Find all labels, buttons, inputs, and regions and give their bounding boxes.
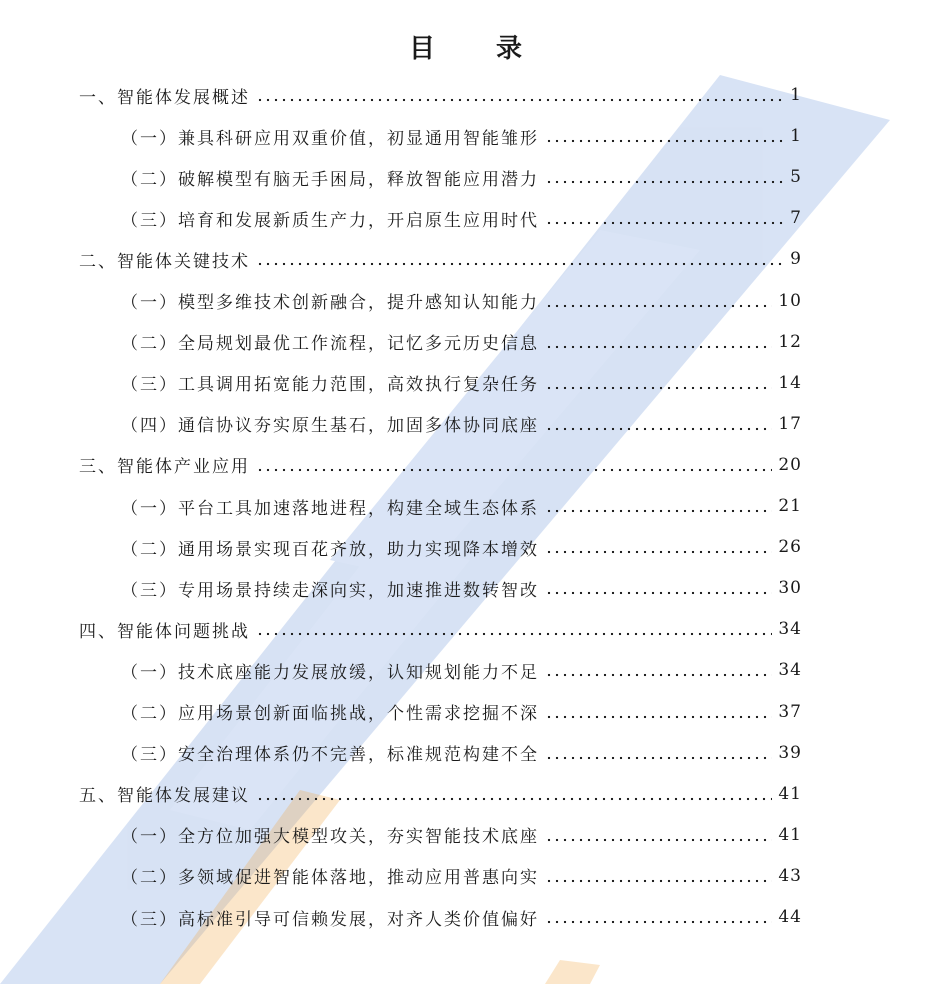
toc-entry-title: 四、智能体问题挑战 [79,621,250,642]
toc-page-number: 43 [778,865,802,886]
toc-entry-title: 五、智能体发展建议 [79,786,250,807]
toc-page-number: 17 [778,413,802,434]
dot-leader [545,509,772,513]
toc-page-number: 34 [778,660,802,681]
dot-leader [545,139,784,143]
toc-entry-title: （三）专用场景持续走深向实，加速推进数转智改 [121,580,539,601]
toc-page-number: 1 [790,85,802,105]
toc-entry-title: （一）兼具科研应用双重价值，初显通用智能雏形 [121,128,539,149]
toc-page-number: 26 [778,537,802,558]
toc-page-number: 41 [778,824,802,845]
dot-leader [545,180,784,184]
toc-section-entry[interactable] [121,287,802,315]
dot-leader [256,632,772,636]
dot-leader [545,386,772,390]
toc-section-entry[interactable] [121,204,802,232]
toc-chapter-entry[interactable] [79,451,802,479]
dot-leader [545,221,784,225]
toc-section-entry[interactable] [121,574,802,602]
toc-section-entry[interactable] [121,328,802,356]
toc-chapter-entry[interactable] [79,81,802,109]
toc-page-number: 1 [790,126,802,147]
toc-section-entry[interactable] [121,122,802,150]
toc-page-number: 10 [778,290,802,311]
toc-section-entry[interactable] [121,492,802,520]
toc-entry-title: （一）技术底座能力发展放缓，认知规划能力不足 [121,662,539,683]
dot-leader [256,98,784,102]
toc-entry-title: （二）应用场景创新面临挑战，个性需求挖掘不深 [121,704,539,724]
toc-section-entry[interactable] [121,862,802,890]
toc-page-number: 30 [778,578,802,599]
toc-entry-title: 二、智能体关键技术 [79,251,250,272]
toc-page-number: 9 [790,249,802,270]
toc-entry-title: （三）安全治理体系仍不完善，标准规范构建不全 [121,745,539,766]
toc-page-number: 34 [778,619,802,640]
dot-leader [545,550,772,554]
toc-entry-title: （一）模型多维技术创新融合，提升感知认知能力 [121,293,539,313]
toc-entry-title: （一）全方位加强大模型攻关，夯实智能技术底座 [121,827,539,848]
toc-section-entry[interactable] [121,739,802,767]
toc-page-number: 20 [778,454,802,475]
toc-section-entry[interactable] [121,698,802,726]
toc-entry-title: （二）破解模型有脑无手困局，释放智能应用潜力 [121,169,539,190]
toc-section-entry[interactable] [121,410,802,438]
dot-leader [545,591,772,595]
dot-leader [545,920,772,924]
toc-page-number: 12 [778,331,802,352]
toc-page-number: 41 [778,783,802,804]
page-title: 目 录 [408,34,549,64]
dot-leader [545,427,772,431]
dot-leader [545,879,772,883]
toc-entry-title: （三）高标准引导可信赖发展，对齐人类价值偏好 [121,909,539,930]
toc-page-number: 39 [778,742,802,763]
dot-leader [256,468,772,472]
dot-leader [545,304,772,308]
toc-chapter-entry[interactable] [79,780,802,808]
toc-page-number: 44 [778,907,802,927]
dot-leader [256,262,784,266]
dot-leader [545,345,772,349]
dot-leader [545,715,772,719]
toc-section-entry[interactable] [121,369,802,397]
toc-section-entry[interactable] [121,533,802,561]
dot-leader [545,838,772,842]
toc-entry-title: 一、智能体发展概述 [79,87,250,108]
toc-entry-title: （二）通用场景实现百花齐放，助力实现降本增效 [121,539,539,560]
toc-chapter-entry[interactable] [79,615,802,643]
dot-leader [545,756,772,760]
toc-page-number: 21 [778,496,802,516]
toc-page-number: 7 [790,208,802,229]
toc-entry-title: （二）全局规划最优工作流程，记忆多元历史信息 [121,334,539,355]
toc-entry-title: （二）多领域促进智能体落地，推动应用普惠向实 [121,868,539,889]
dot-leader [256,797,772,801]
toc-section-entry[interactable] [121,821,802,849]
toc-entry-title: 三、智能体产业应用 [79,457,250,478]
toc-entry-title: （一）平台工具加速落地进程，构建全域生态体系 [121,498,539,519]
toc-entry-title: （三）培育和发展新质生产力，开启原生应用时代 [121,210,539,231]
toc-page-number: 37 [778,701,802,722]
toc-page-number: 14 [778,372,802,393]
toc-entry-title: （三）工具调用拓宽能力范围，高效执行复杂任务 [121,375,539,396]
toc-section-entry[interactable] [121,656,802,684]
toc-entry-title: （四）通信协议夯实原生基石，加固多体协同底座 [121,416,539,437]
toc-page-number: 5 [790,167,802,188]
dot-leader [545,673,772,677]
toc-section-entry[interactable] [121,903,802,931]
toc-chapter-entry[interactable] [79,245,802,273]
toc-section-entry[interactable] [121,163,802,191]
